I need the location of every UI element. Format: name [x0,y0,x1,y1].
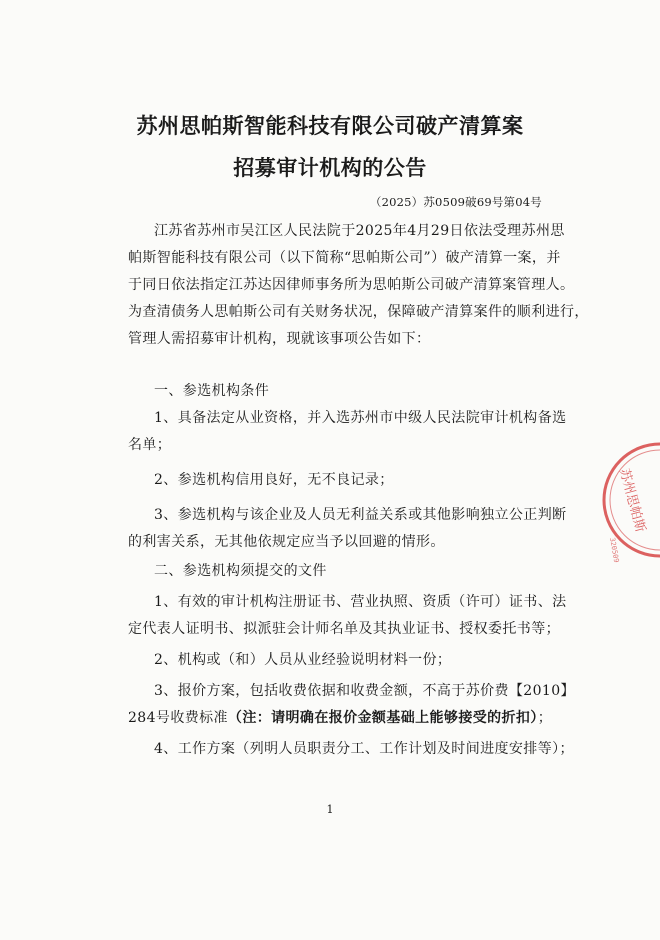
intro-paragraph [128,218,589,353]
condition-item-3: 3、参选机构与该企业及人员无利益关系或其他影响独立公正判断 [154,507,567,523]
svg-text:苏州思帕斯: 苏州思帕斯 [616,467,648,534]
punctuation: ； [537,710,553,726]
condition-item-2: 2、参选机构信用良好，无不良记录； [154,472,394,488]
condition-item-1-cont: 名单； [128,437,172,453]
intro-line: 于同日依法指定江苏达因律师事务所为思帕斯公司破产清算案管理人。 [128,277,575,293]
section-documents [128,558,575,763]
document-item-3: 3、报价方案，包括收费依据和收费金额，不高于苏价费【2010】 [154,683,575,699]
svg-text:320509: 320509 [608,536,621,564]
document-title: 苏州思帕斯智能科技有限公司破产清算案 [136,114,524,138]
official-seal [598,430,660,570]
document-number: （2025）苏0509破69号第04号 [369,195,542,209]
document-item-4: 4、工作方案（列明人员职责分工、工作计划及时间进度安排等）； [154,741,574,757]
page-number: 1 [326,803,334,816]
condition-item-3-cont: 的利害关系，无其他依规定应当予以回避的情形。 [128,534,445,550]
document-item-1: 1、有效的审计机构注册证书、营业执照、资质（许可）证书、法 [154,594,567,610]
document-item-3-cont [128,705,553,732]
intro-line: 为查清债务人思帕斯公司有关财务状况，保障破产清算案件的顺利进行， [128,304,589,320]
section-heading: 二、参选机构须提交的文件 [154,563,327,579]
section-conditions [128,378,567,556]
intro-line: 管理人需招募审计机构，现就该事项公告如下： [128,331,431,347]
fee-standard-text: 284号收费标准 [128,710,228,726]
discount-note: （注：请明确在报价金额基础上能够接受的折扣） [227,710,538,726]
intro-line: 帕斯智能科技有限公司（以下简称“思帕斯公司”）破产清算一案，并 [128,250,561,266]
document-subtitle: 招募审计机构的公告 [233,156,427,180]
intro-line: 江苏省苏州市吴江区人民法院于2025年4月29日依法受理苏州思 [154,223,565,239]
section-heading: 一、参选机构条件 [154,383,270,399]
condition-item-1: 1、具备法定从业资格，并入选苏州市中级人民法院审计机构备选 [154,410,567,426]
document-item-1-cont: 定代表人证明书、拟派驻会计师名单及其执业证书、授权委托书等； [128,621,560,637]
document-item-2: 2、机构或（和）人员从业经验说明材料一份； [154,652,452,668]
